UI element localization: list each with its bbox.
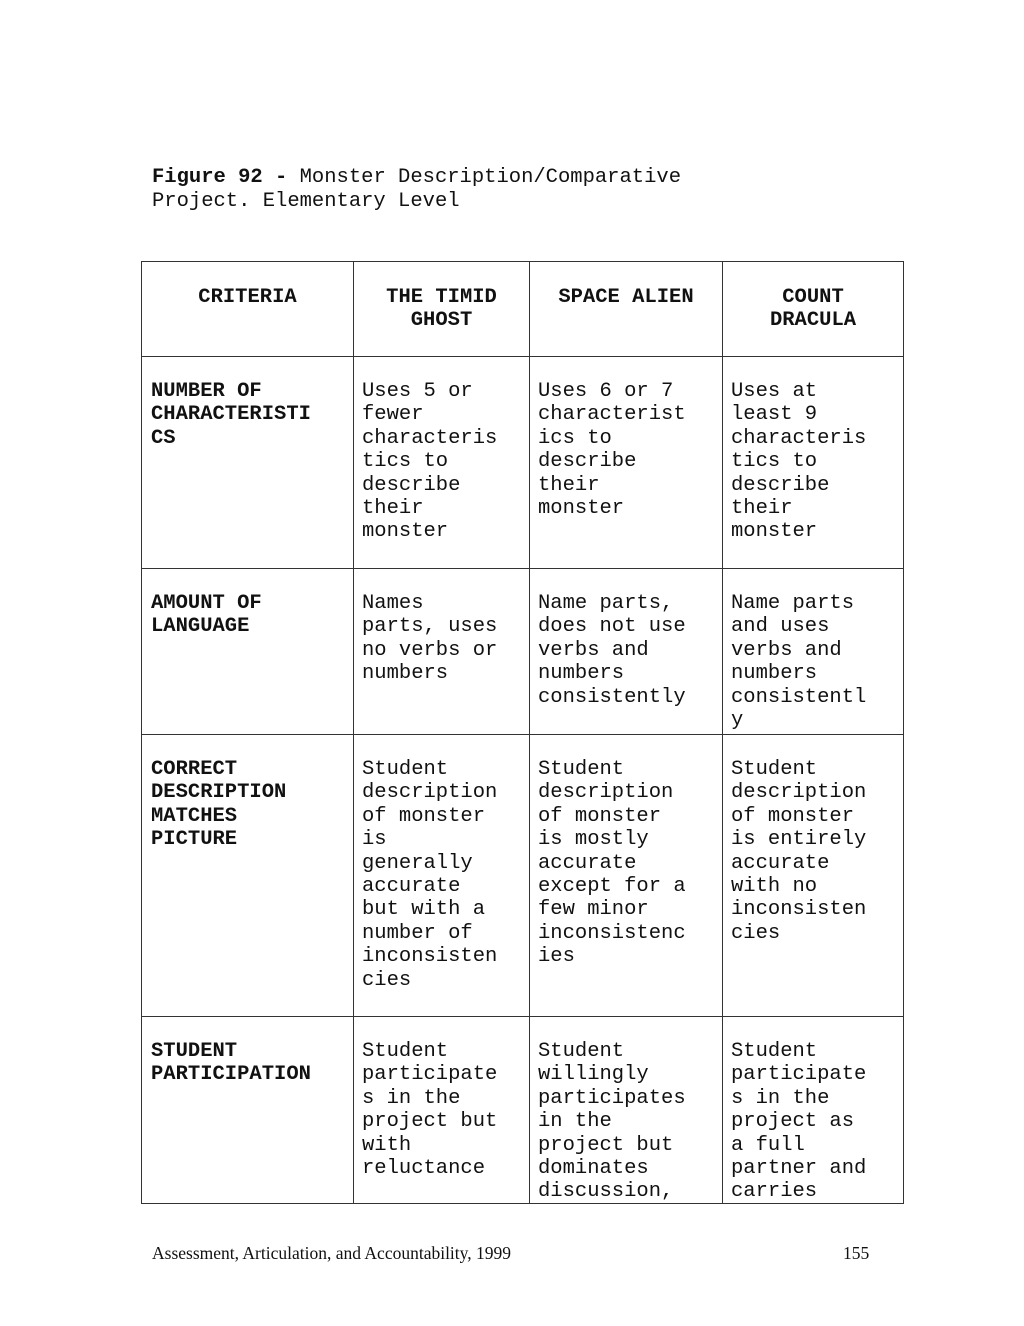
table-cell xyxy=(354,569,530,735)
figure-caption xyxy=(152,166,872,214)
descriptor-space-alien: Name parts, does not use verbs and numbers consistently xyxy=(538,592,686,709)
table-cell xyxy=(530,569,723,735)
table-cell xyxy=(354,735,530,1017)
table-row xyxy=(142,357,904,569)
header-cell xyxy=(142,262,354,357)
table-cell xyxy=(723,357,904,569)
header-cell xyxy=(354,262,530,357)
header-row xyxy=(142,262,904,357)
descriptor-timid-ghost: Uses 5 or fewer characteris tics to describe their monster xyxy=(362,380,498,544)
figure-title-line1: Monster Description/Comparative xyxy=(287,166,681,189)
descriptor-space-alien: Uses 6 or 7 characterist ics to describe their monster xyxy=(538,380,686,521)
header-criteria: CRITERIA xyxy=(198,286,297,309)
criteria-correct-description: CORRECT DESCRIPTION MATCHES PICTURE xyxy=(151,758,287,852)
table-cell xyxy=(723,1017,904,1204)
table-cell xyxy=(723,735,904,1017)
descriptor-count-dracula: Student description of monster is entirely accurate with no inconsisten cies xyxy=(731,758,867,945)
table-cell xyxy=(354,1017,530,1204)
table-cell xyxy=(354,357,530,569)
descriptor-timid-ghost: Student participate s in the project but with reluctance xyxy=(362,1040,498,1181)
table-row xyxy=(142,1017,904,1204)
table-cell xyxy=(142,569,354,735)
descriptor-timid-ghost: Names parts, uses no verbs or numbers xyxy=(362,592,498,686)
figure-title-line2: Project. Elementary Level xyxy=(152,190,460,213)
descriptor-space-alien: Student willingly participates in the project but dominates discussion, xyxy=(538,1040,686,1203)
table-cell xyxy=(142,735,354,1017)
criteria-amount-of-language: AMOUNT OF LANGUAGE xyxy=(151,592,262,639)
descriptor-space-alien: Student description of monster is mostly accurate except for a few minor inconsistenc ies xyxy=(538,758,686,969)
descriptor-timid-ghost: Student description of monster is generally accurate but with a number of inconsisten cies xyxy=(362,758,498,992)
table-cell xyxy=(723,569,904,735)
descriptor-count-dracula: Uses at least 9 characteris tics to describe their monster xyxy=(731,380,867,544)
criteria-number-of-characteristics: NUMBER OF CHARACTERISTI CS xyxy=(151,380,311,450)
table-cell xyxy=(530,735,723,1017)
table-row xyxy=(142,735,904,1017)
criteria-student-participation: STUDENT PARTICIPATION xyxy=(151,1040,311,1087)
descriptor-count-dracula: Student participate s in the project as a full partner and carries xyxy=(731,1040,867,1203)
header-space-alien: SPACE ALIEN xyxy=(558,286,694,309)
page-number: 155 xyxy=(843,1243,870,1263)
table-cell xyxy=(530,1017,723,1204)
descriptor-count-dracula: Name parts and uses verbs and numbers consistentl y xyxy=(731,592,867,733)
header-count-dracula: COUNT DRACULA xyxy=(769,286,857,333)
rubric-table xyxy=(141,261,904,1204)
header-cell xyxy=(723,262,904,357)
figure-label: Figure 92 - xyxy=(152,166,288,189)
table-cell xyxy=(530,357,723,569)
table-row xyxy=(142,569,904,735)
table-cell xyxy=(142,1017,354,1204)
header-timid-ghost: THE TIMID GHOST xyxy=(386,286,497,333)
table-cell xyxy=(142,357,354,569)
footer-source: Assessment, Articulation, and Accountability, 1999 xyxy=(152,1243,512,1263)
header-cell xyxy=(530,262,723,357)
